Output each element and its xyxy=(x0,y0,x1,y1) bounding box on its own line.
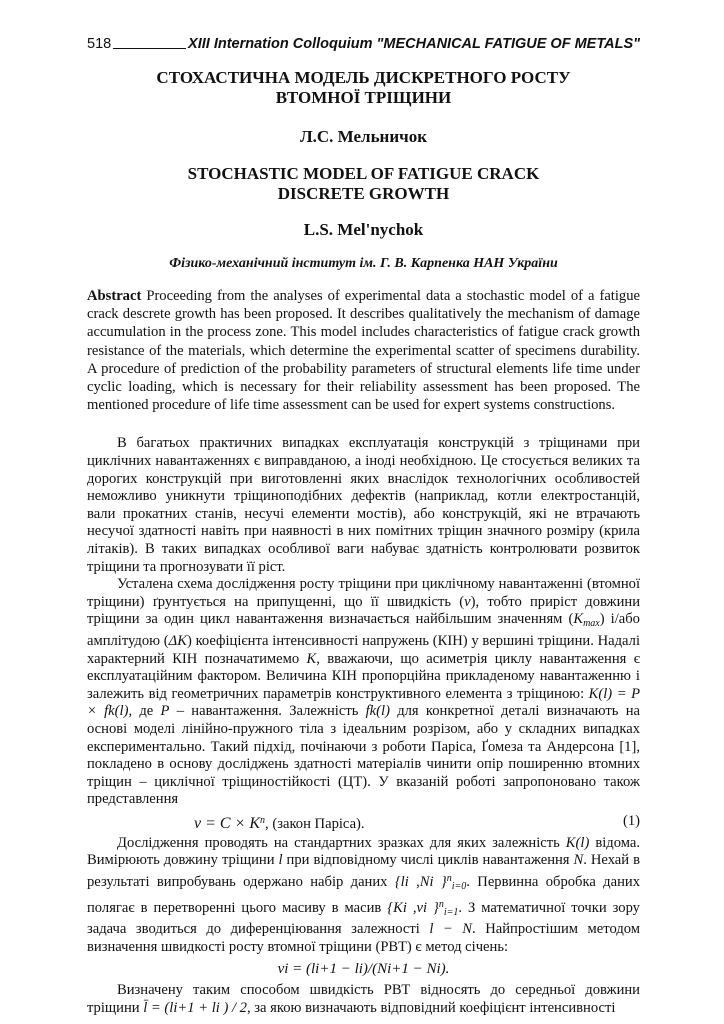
p3-set2-sup: n xyxy=(438,898,444,910)
p4-text-2: , за якою визначають відповідний коефіцієнт інтенсивності xyxy=(246,1000,616,1017)
p2-kmax-sub: max xyxy=(583,618,600,630)
p2-text-2: ), тобто приріст довжини тріщини за один цикл навантаження визначається найбільшим значенням ( xyxy=(87,593,641,628)
p2-kmax xyxy=(573,611,600,630)
p3-text-7: . Найпростішим методом визначення швидкості росту втомної тріщини (РВТ) є метод січень: xyxy=(87,921,640,955)
paragraph-2 xyxy=(87,576,640,809)
p2-text-5: , вважаючи, що асиметрія циклу навантаження є експлуатаційним фактором. Величина КІН пропорційна прикладеному навантаженню і залежить від геометричних параметрів конструктивного елемента з тріщиною: xyxy=(87,650,640,702)
conference-name: XIII Internation Colloquium "MECHANICAL FATIGUE OF METALS" xyxy=(188,36,640,52)
eq1-formula: v = C × K xyxy=(194,814,261,832)
running-header xyxy=(87,34,640,52)
p4-text-1: Визначену таким способом швидкість РВТ відносять до середньої довжини тріщини xyxy=(87,982,640,1017)
abstract xyxy=(87,287,640,414)
p2-delta-k: ΔK xyxy=(168,632,187,649)
eq1-exponent: n xyxy=(260,814,266,826)
p2-kmax-k: K xyxy=(573,611,584,628)
p3-set-2 xyxy=(387,900,458,916)
p3-text-6: . З математичної точки зору задача зводиться до диференціювання залежності xyxy=(87,899,640,938)
title-en-line-2: DISCRETE GROWTH xyxy=(277,184,450,203)
title-ukrainian xyxy=(87,68,640,108)
p2-text-8: для конкретної деталі визначають на основі моделі лінійно-пружного тіла з ідеальним розрізом, або у складних випадках експериментально. Такий підхід, почінаючи з роботи Паріса, Ґомеза та Андерсона [1], покладено в основу досліджень здатності матеріалів чинити опір поширенню втомних тріщин – циклічної тріщиностійкості (ЦТ). У вказаній роботі запропоновано також представлення xyxy=(87,703,640,808)
p4-formula-lbar: l̄ = (li+1 + li ) / 2 xyxy=(143,1000,247,1017)
p3-text-4: . Нехай в результаті випробувань одержано набір даних xyxy=(87,852,640,891)
title-ua-line-1: СТОХАСТИЧНА МОДЕЛЬ ДИСКРЕТНОГО РОСТУ xyxy=(156,68,571,87)
p3-set1-body: {li ,Ni } xyxy=(394,874,447,891)
p3-set2-sub: i=1 xyxy=(443,906,459,918)
p2-text-1: Усталена схема дослідження росту тріщини при циклічному навантаженні (втомної тріщини) ґрунтується на припущенні, що її швидкість ( xyxy=(87,576,640,610)
abstract-text: Proceeding from the analyses of experimental data a stochastic model of a fatigue crack descrete growth has been proposed. It describes qualitatively the mechanism of damage accumulation in the process zone. This model includes characteristics of fatigue crack growth resistance of the materials, which determine the experimental scatter of specimens durability. A procedure of prediction of the probability parameters of structural elements life time under cyclic loading, which is necessary for their reliability assessment has been proposed. The mentioned procedure of life time assessment can be used for expert systems constructions. xyxy=(87,288,640,414)
p3-set1-sup: n xyxy=(446,873,452,885)
p3-set-1 xyxy=(394,873,467,893)
p3-dependence: l − N xyxy=(429,921,473,938)
paragraph-3 xyxy=(87,835,640,957)
p3-var-l: l xyxy=(278,852,283,869)
equation-1-number: (1) xyxy=(622,812,640,829)
p2-var-p: P xyxy=(160,703,170,720)
title-english xyxy=(87,164,640,204)
p2-text-7: – навантаження. Залежність xyxy=(169,703,366,720)
equation-1-body xyxy=(194,811,365,834)
p2-text-6: , де xyxy=(128,703,161,720)
p3-text-2: відома. Вимірюють довжину тріщини xyxy=(87,834,640,869)
paragraph-1: В багатьох практичних випадках експлуатація конструкцій з тріщинами при циклічних навантаженнях є виправданою, а іноді необхідною. Це стосується великих та дорогих конструкцій при виготовленні яких внаслідок технологічних особливостей неможливо уникнути тріщиноподібних дефектів (наприклад, котли електростанцій, вали прокатних станів, несучі елементи мостів), або конструкцій, які не втрачають несучої здатності навіть при наявності в них помітних тріщин значного розміру (крила літаків). В таких випадках особливої ваги набуває здатність контролювати розвиток тріщини та прогнозувати її ріст. xyxy=(87,435,640,575)
title-ua-line-2: ВТОМНОЇ ТРІЩИНИ xyxy=(275,88,452,107)
p3-var-n: N xyxy=(573,852,584,869)
p2-fkl: fk(l) xyxy=(365,703,390,720)
p3-text-1: Дослідження проводять на стандартних зразках для яких залежність xyxy=(117,834,566,851)
author-english: L.S. Mel'nychok xyxy=(303,220,424,239)
equation-2: vi = (li+1 − li)/(Ni+1 − Ni). xyxy=(277,961,450,978)
affiliation: Фізико-механічний інститут ім. Г. В. Карпенка НАН України xyxy=(169,256,558,271)
p2-text-4: ) коефіцієнта інтенсивності напружень (КІН) у вершині тріщини. Надалі характерний КІН позначатимемо xyxy=(87,632,640,667)
p3-set1-sub: i=0 xyxy=(451,881,467,893)
author-ukrainian: Л.С. Мельничок xyxy=(299,127,428,146)
title-en-line-1: STOCHASTIC MODEL OF FATIGUE CRACK xyxy=(187,164,540,183)
eq1-note: , (закон Паріса). xyxy=(265,815,365,832)
p2-formula-kl: K(l) = P × fk(l) xyxy=(87,685,640,720)
paper-page xyxy=(87,34,640,1018)
p3-set2-body: {Ki ,vi } xyxy=(387,899,439,916)
page-number: 518 xyxy=(87,36,112,52)
p3-text-5: . Первинна обробка даних полягає в перетворенні цього масиву в масив xyxy=(87,874,640,916)
p2-var-k: K xyxy=(306,650,317,667)
header-rule xyxy=(113,47,186,49)
paragraph-4 xyxy=(87,982,640,1017)
p3-kl: K(l) xyxy=(565,834,590,851)
p2-text-3: ) і/або амплітудою ( xyxy=(87,611,640,649)
p2-var-v: v xyxy=(464,593,471,610)
equation-1 xyxy=(87,811,640,833)
p3-text-3: при відповідному числі циклів навантаження xyxy=(282,852,574,869)
abstract-label: Abstract xyxy=(87,288,142,304)
